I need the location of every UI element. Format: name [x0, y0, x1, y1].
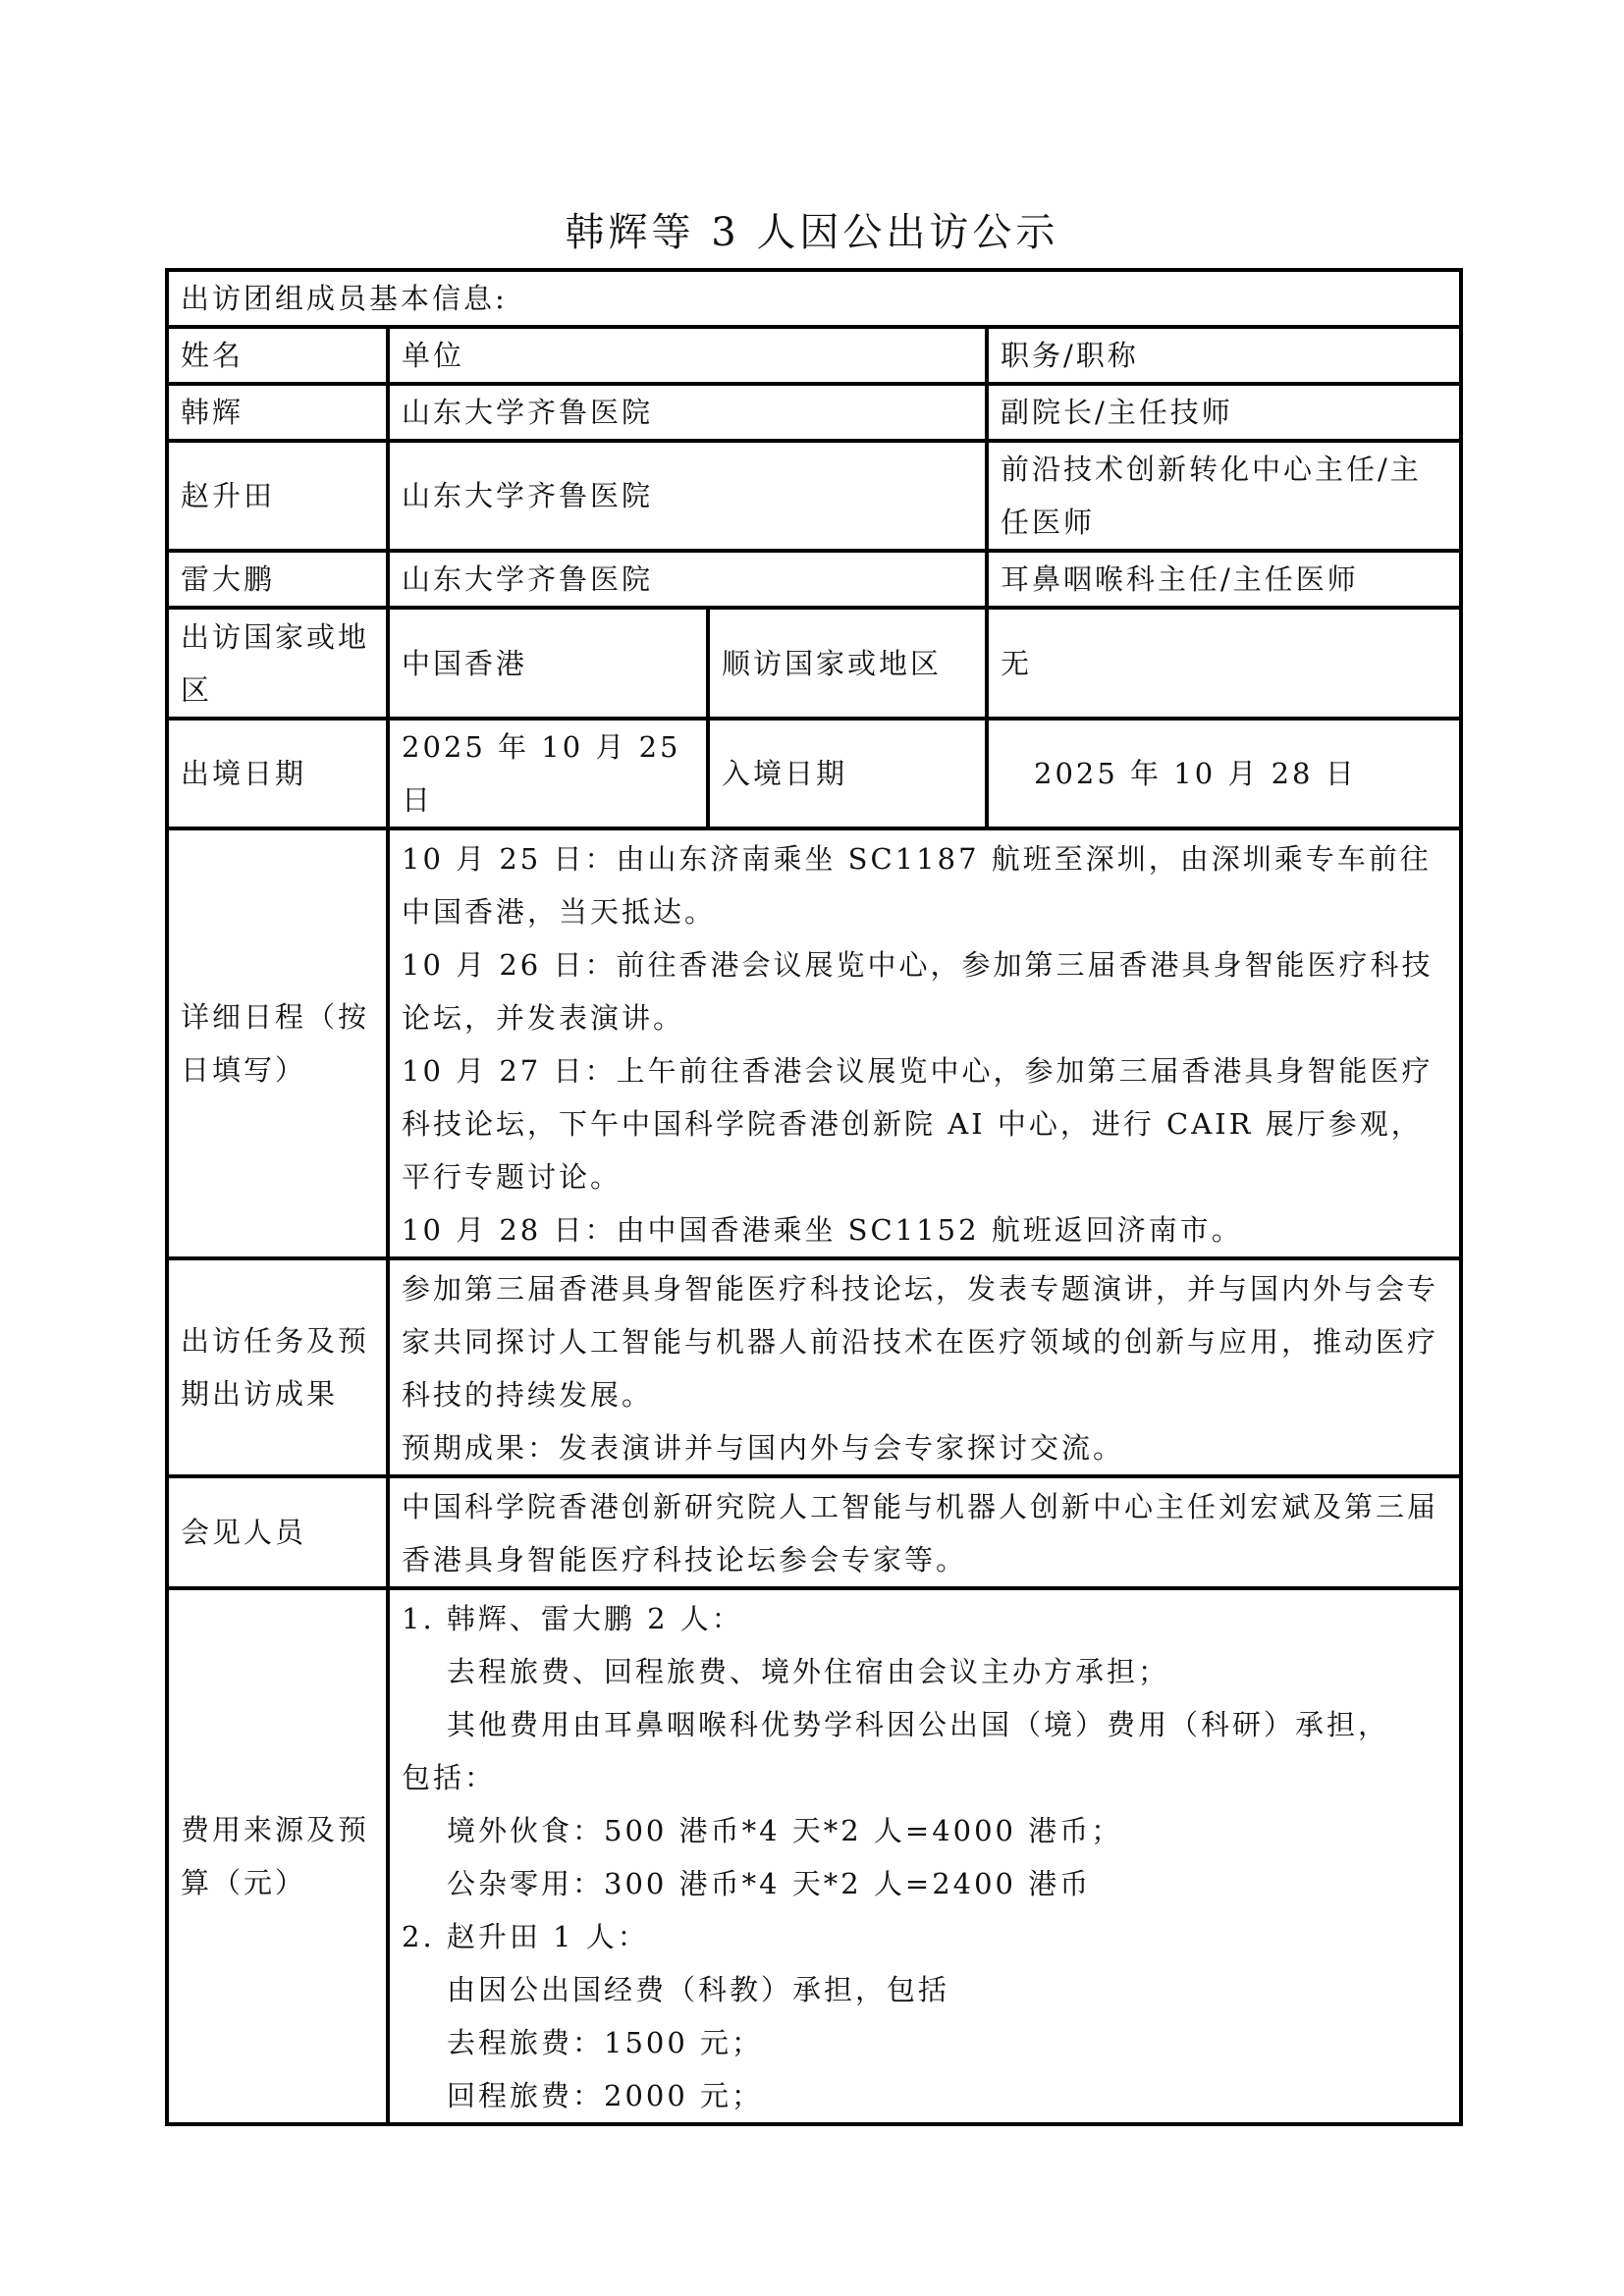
budget-line: 其他费用由耳鼻咽喉科优势学科因公出国（境）费用（科研）承担， — [447, 1708, 1390, 1741]
exit-date-label: 出境日期 — [167, 719, 388, 828]
budget-line: 2. 赵升田 1 人： — [402, 1920, 649, 1953]
budget-line: 境外伙食：500 港币*4 天*2 人=4000 港币； — [447, 1814, 1123, 1847]
mission-content — [388, 1258, 1461, 1476]
member-row — [167, 441, 1461, 551]
schedule-label: 详细日程（按日填写） — [167, 828, 388, 1258]
schedule-content — [388, 828, 1461, 1258]
schedule-item: 10 月 27 日：上午前往香港会议展览中心，参加第三届香港具身智能医疗科技论坛，下午中国科学院香港创新院 AI 中心，进行 CAIR 展厅参观，平行专题讨论。 — [402, 1054, 1434, 1194]
visit-info-table — [165, 268, 1463, 2126]
page-title: 韩辉等 3 人因公出访公示 — [565, 210, 1059, 255]
member-position: 前沿技术创新转化中心主任/主任医师 — [987, 441, 1461, 551]
transit-value: 无 — [987, 608, 1461, 719]
schedule-item: 10 月 28 日：由中国香港乘坐 SC1152 航班返回济南市。 — [402, 1213, 1243, 1247]
member-position: 副院长/主任技师 — [987, 384, 1461, 441]
budget-line: 去程旅费、回程旅费、境外住宿由会议主办方承担； — [447, 1655, 1170, 1688]
entry-date-label: 入境日期 — [708, 719, 987, 828]
member-name: 雷大鹏 — [167, 551, 388, 608]
budget-row — [167, 1588, 1461, 2124]
mission-paragraph: 参加第三届香港具身智能医疗科技论坛，发表专题演讲，并与国内外与会专家共同探讨人工智能与机器人前沿技术在医疗领域的创新与应用，推动医疗科技的持续发展。 — [402, 1272, 1439, 1412]
budget-line: 1. 韩辉、雷大鹏 2 人： — [402, 1602, 743, 1635]
destination-value: 中国香港 — [388, 608, 708, 719]
member-unit: 山东大学齐鲁医院 — [388, 384, 987, 441]
budget-line: 去程旅费：1500 元； — [447, 2026, 764, 2059]
budget-line: 公杂零用：300 港币*4 天*2 人=2400 港币 — [447, 1867, 1092, 1900]
meeting-row — [167, 1476, 1461, 1588]
budget-line: 由因公出国经费（科教）承担，包括 — [447, 1973, 950, 2006]
meeting-label: 会见人员 — [167, 1476, 388, 1588]
member-position: 耳鼻咽喉科主任/主任医师 — [987, 551, 1461, 608]
expected-outcome: 预期成果：发表演讲并与国内外与会专家探讨交流。 — [402, 1431, 1125, 1465]
schedule-row — [167, 828, 1461, 1258]
section-header-row — [167, 270, 1461, 327]
destination-row — [167, 608, 1461, 719]
member-name: 韩辉 — [167, 384, 388, 441]
budget-content — [388, 1588, 1461, 2124]
member-unit: 山东大学齐鲁医院 — [388, 551, 987, 608]
schedule-item: 10 月 26 日：前往香港会议展览中心，参加第三届香港具身智能医疗科技论坛，并发表演讲。 — [402, 948, 1434, 1035]
entry-date-value: 2025 年 10 月 28 日 — [987, 719, 1461, 828]
member-unit: 山东大学齐鲁医院 — [388, 441, 987, 551]
member-header-row — [167, 327, 1461, 384]
header-position: 职务/职称 — [987, 327, 1461, 384]
meeting-value: 中国科学院香港创新研究院人工智能与机器人创新中心主任刘宏斌及第三届香港具身智能医疗科技论坛参会专家等。 — [388, 1476, 1461, 1588]
transit-label: 顺访国家或地区 — [708, 608, 987, 719]
header-unit: 单位 — [388, 327, 987, 384]
budget-line: 回程旅费：2000 元； — [447, 2079, 764, 2112]
member-row — [167, 384, 1461, 441]
mission-row — [167, 1258, 1461, 1476]
dates-row — [167, 719, 1461, 828]
mission-label: 出访任务及预期出访成果 — [167, 1258, 388, 1476]
member-name: 赵升田 — [167, 441, 388, 551]
destination-label: 出访国家或地区 — [167, 608, 388, 719]
budget-label: 费用来源及预算（元） — [167, 1588, 388, 2124]
exit-date-value: 2025 年 10 月 25 日 — [388, 719, 708, 828]
budget-line: 包括： — [402, 1761, 497, 1794]
member-row — [167, 551, 1461, 608]
section-header: 出访团组成员基本信息: — [167, 270, 1461, 327]
header-name: 姓名 — [167, 327, 388, 384]
schedule-item: 10 月 25 日：由山东济南乘坐 SC1187 航班至深圳，由深圳乘专车前往中国香港，当天抵达。 — [402, 842, 1432, 929]
